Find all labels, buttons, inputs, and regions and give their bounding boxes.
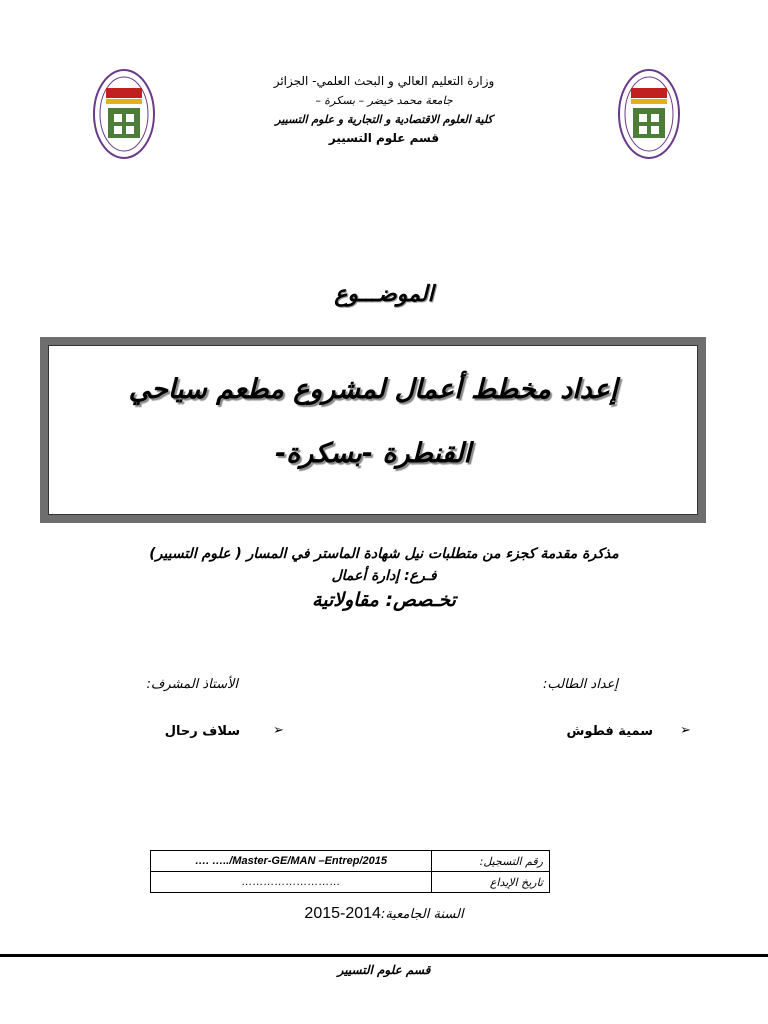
title-box-inner [48,345,698,515]
registration-number-label: رقم التسجيل: [432,851,550,872]
registration-table [150,850,550,893]
ministry-line: وزارة التعليم العالي و البحث العلمي- الجزائر [273,74,495,88]
specialization-line: تخـصص: مقاولاتية [312,589,456,611]
supervisor-label: الأستاذ المشرف: [146,677,238,692]
footer-department: قسم علوم التسيير [337,963,431,977]
subject-heading: الموضـــوع [334,282,434,307]
student-name: سمية فطوش [566,724,653,739]
thesis-description [60,543,708,613]
thesis-title-line-1: إعداد مخطط أعمال لمشروع مطعم سياحي [128,374,618,405]
institution-header [200,72,568,148]
university-line: جامعة محمد خيضر – بسكرة – [315,94,453,107]
deposit-date-value: ……………………… [151,872,432,893]
academic-year-label: السنة الجامعية: [380,907,464,922]
faculty-line: كلية العلوم الاقتصادية و التجارية و علوم التسيير [275,113,493,126]
thesis-title-line-2: القنطرة -بسكرة- [274,438,472,469]
student-bullet-icon: ➢ [680,723,691,738]
table-row [151,851,550,872]
degree-statement: مذكرة مقدمة كجزء من متطلبات نيل شهادة الماستر في المسار ( علوم التسيير) [149,546,619,562]
deposit-date-label: تاريخ الإيداع [432,872,550,893]
table-row [151,872,550,893]
registration-number-value: …. …../Master-GE/MAN –Entrep/2015 [151,851,432,872]
supervisor-name: سلاف رحال [164,724,240,739]
student-label: إعداد الطالب: [542,677,618,692]
title-box [40,337,706,523]
university-logo-left-icon [92,68,156,160]
footer-divider [0,954,768,957]
academic-year [200,904,568,923]
academic-year-value: 2014-2015 [304,905,381,922]
university-logo-right-icon [617,68,681,160]
department-line: قسم علوم التسيير [328,131,440,145]
branch-line: فـرع: إدارة أعمال [331,568,437,584]
supervisor-bullet-icon: ➢ [273,723,284,738]
